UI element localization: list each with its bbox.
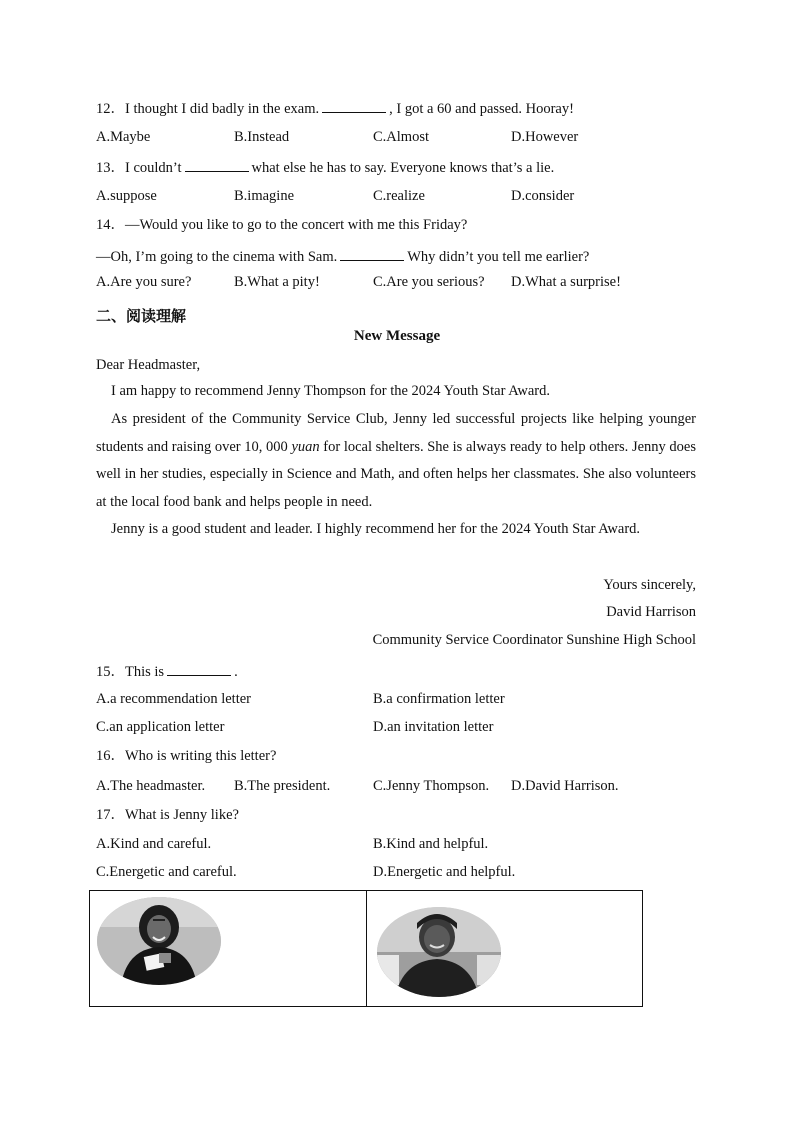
q14-option-b: B.What a pity! <box>234 274 320 290</box>
answer-blank <box>167 661 231 676</box>
q13-option-a: A.suppose <box>96 188 157 204</box>
answer-blank <box>185 157 249 172</box>
letter-paragraph-2-end: for local shelters. She is always ready to help others. Jenny does well in her studies, especially in Science and Math, and often helps her classmates. She also volunteers at the local food bank and helps people in need. <box>96 438 696 510</box>
letter-paragraph-3: Jenny is a good student and leader. I highly recommend her for the 2024 Youth Star Award. <box>111 521 641 537</box>
q17-option-b: B.Kind and helpful. <box>373 836 489 852</box>
photo-woman <box>97 897 221 985</box>
question-14-reply-end: Why didn’t you tell me earlier? <box>407 249 590 265</box>
q17-option-d: D.Energetic and helpful. <box>373 864 516 880</box>
q16-option-b: B.The president. <box>234 778 331 794</box>
question-13 <box>96 157 554 177</box>
q17-option-c: C.Energetic and careful. <box>96 864 237 880</box>
question-15 <box>96 661 238 681</box>
q12-option-b: B.Instead <box>234 129 290 145</box>
q15-option-d: D.an invitation letter <box>373 719 494 735</box>
question-12-stem-end: , I got a 60 and passed. Hooray! <box>389 101 574 117</box>
q15-option-a: A.a recommendation letter <box>96 691 252 707</box>
q16-option-a: A.The headmaster. <box>96 778 206 794</box>
q16-option-d: D.David Harrison. <box>511 778 619 794</box>
answer-blank <box>322 98 386 113</box>
photo-man <box>377 907 501 997</box>
photo-table <box>89 890 643 1007</box>
q12-option-d: D.However <box>511 129 579 145</box>
question-15-stem-end: . <box>234 664 238 680</box>
q15-option-b: B.a confirmation letter <box>373 691 505 707</box>
section-heading: 二、阅读理解 <box>96 307 187 325</box>
letter-paragraph-2 <box>96 406 696 516</box>
letter-greeting: Dear Headmaster, <box>96 357 201 373</box>
question-12 <box>96 98 574 118</box>
q13-option-b: B.imagine <box>234 188 295 204</box>
question-14-reply-start: —Oh, I’m going to the cinema with Sam. <box>96 249 338 265</box>
q13-option-c: C.realize <box>373 188 425 204</box>
q17-option-a: A.Kind and careful. <box>96 836 212 852</box>
letter-paragraph-2-start: As president of the Community Service Club, Jenny led successful projects like helping younger students and raising over 10, 000 <box>96 411 696 455</box>
letter-closing: Yours sincerely, <box>603 577 696 593</box>
question-14-stem: 14．—Would you like to go to the concert with me this Friday? <box>96 217 468 233</box>
q14-option-c: C.Are you serious? <box>373 274 485 290</box>
q13-option-d: D.consider <box>511 188 575 204</box>
q14-option-a: A.Are you sure? <box>96 274 192 290</box>
q16-option-c: C.Jenny Thompson. <box>373 778 490 794</box>
currency-word: yuan <box>291 438 320 455</box>
letter-paragraph-1: I am happy to recommend Jenny Thompson for the 2024 Youth Star Award. <box>111 383 550 399</box>
q12-option-c: C.Almost <box>373 129 429 145</box>
question-16-stem: 16．Who is writing this letter? <box>96 748 277 764</box>
question-13-stem-end: what else he has to say. Everyone knows that’s a lie. <box>251 160 555 176</box>
question-15-stem: 15．This is <box>96 664 165 680</box>
question-13-stem: 13．I couldn’t <box>96 160 182 176</box>
q15-option-c: C.an application letter <box>96 719 225 735</box>
q12-option-a: A.Maybe <box>96 129 151 145</box>
table-divider <box>366 891 367 1006</box>
letter-position: Community Service Coordinator Sunshine High School <box>372 632 696 648</box>
question-12-stem: 12．I thought I did badly in the exam. <box>96 101 320 117</box>
q14-option-d: D.What a surprise! <box>511 274 621 290</box>
question-17-stem: 17．What is Jenny like? <box>96 807 239 823</box>
question-14-reply <box>96 246 589 266</box>
letter-signature: David Harrison <box>606 604 696 620</box>
answer-blank <box>340 246 404 261</box>
letter-title: New Message <box>353 328 441 344</box>
